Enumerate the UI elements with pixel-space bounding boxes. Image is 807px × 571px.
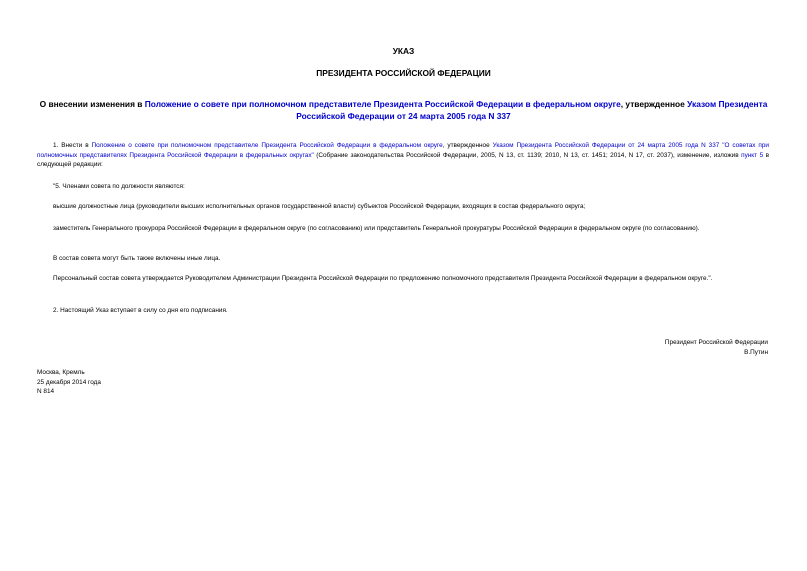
signature-position: Президент Российской Федерации <box>664 339 768 346</box>
paragraph-6: Персональный состав совета утверждается Руководителем Администрации Президента Российской Федерации по предложению полномочного представителя Президента Российской Федерации в федеральном округе.". <box>53 275 713 282</box>
date: 25 декабря 2014 года <box>37 378 101 386</box>
signature-name: В.Путин <box>744 348 768 356</box>
heading-link-regulation[interactable]: Положение о совете при полномочном представителе Президента Российской Федерации в федеральном округе <box>144 99 621 109</box>
paragraph-4: заместитель Генерального прокурора Российской Федерации в федеральном округе (по согласованию) или представитель Генеральной прокуратуры Российской Федерации в федеральном округе (по согласованию). <box>53 225 700 232</box>
paragraph-3: высшие должностные лица (руководители высших исполнительных органов государственной власти) субъектов Российской Федерации, входящих в состав федерального округа; <box>53 203 586 210</box>
paragraph-1 <box>37 141 769 170</box>
p1-prefix: 1. Внести в <box>53 142 92 149</box>
place: Москва, Кремль <box>37 369 85 376</box>
place-date-block <box>37 368 101 397</box>
paragraph-2: "5. Членами совета по должности являются: <box>53 183 185 190</box>
p1-link-regulation[interactable]: Положение о совете при полномочном представителе Президента Российской Федерации в федеральном округе <box>91 142 443 149</box>
p1-suffix: в следующей редакции: <box>37 151 770 169</box>
decree-number: N 814 <box>37 388 55 396</box>
p1-mid2: (Собрание законодательства Российской Федерации, 2005, N 13, ст. 1139; 2010, N 13, ст. 1451; 2014, N 17, ст. 2037), изменение, изложив <box>313 151 742 159</box>
signature-block <box>468 338 768 357</box>
paragraph-7: 2. Настоящий Указ вступает в силу со дня его подписания. <box>53 307 228 314</box>
document-title: УКАЗ <box>392 46 415 56</box>
heading-mid: , утвержденное <box>620 99 688 109</box>
p1-mid1: , утвержденное <box>442 142 493 149</box>
paragraph-5: В состав совета могут быть также включены иные лица. <box>53 255 221 262</box>
document-subtitle: ПРЕЗИДЕНТА РОССИЙСКОЙ ФЕДЕРАЦИИ <box>316 68 491 78</box>
p1-link-decree[interactable]: Указом Президента Российской Федерации от 24 марта 2005 года N 337 "О советах при полномочных представителях Президента Российской Федерации в федеральных округах" <box>37 142 770 159</box>
heading-prefix: О внесении изменения в <box>39 99 145 109</box>
p1-link-clause[interactable]: пункт 5 <box>741 151 764 159</box>
heading-link-decree[interactable]: Указом Президента Российской Федерации от 24 марта 2005 года N 337 <box>296 99 768 121</box>
document-heading <box>36 99 771 122</box>
